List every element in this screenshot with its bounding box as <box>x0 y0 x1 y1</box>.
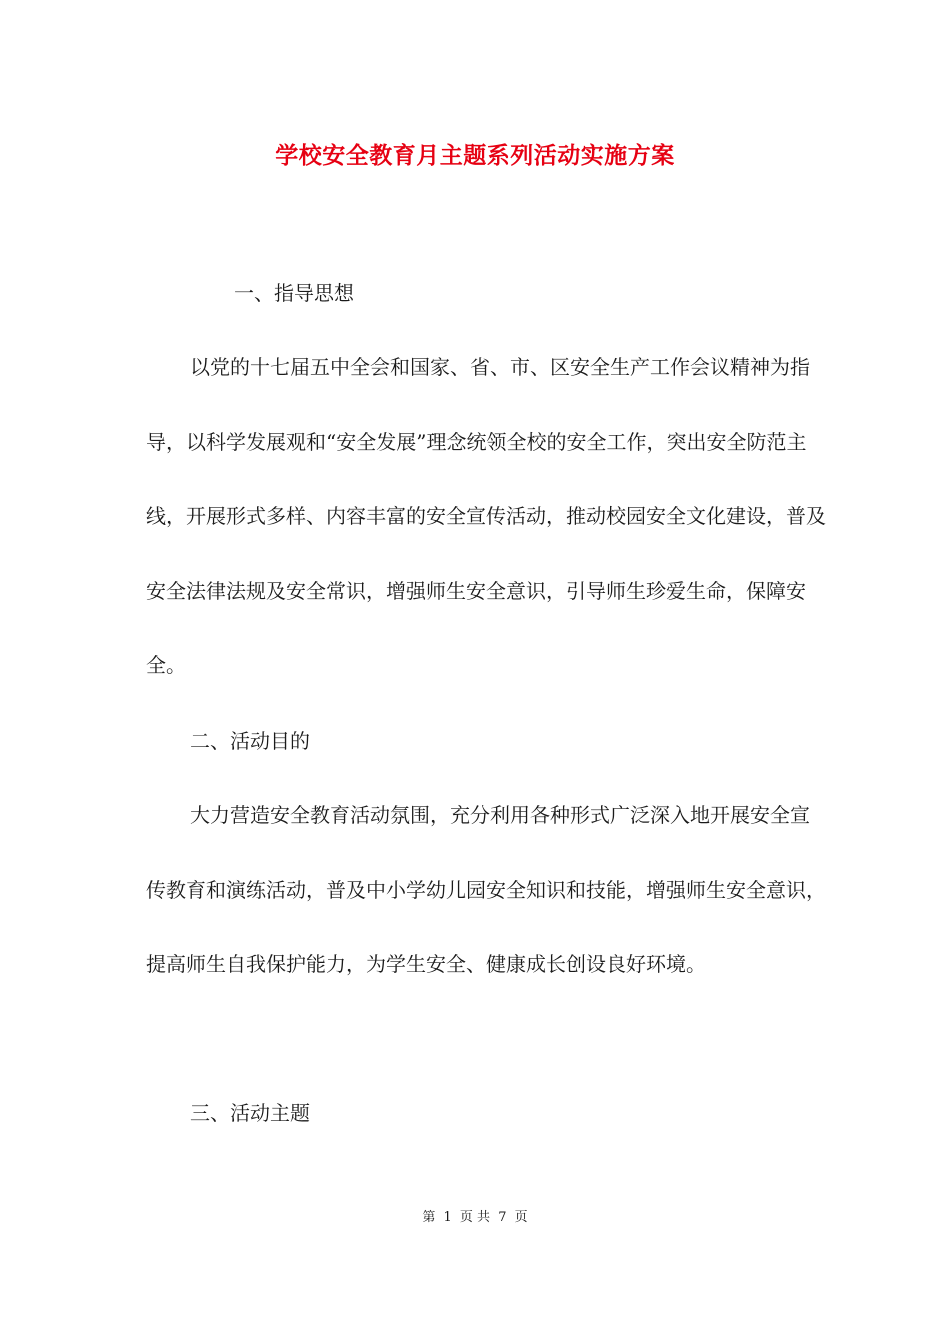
footer-total-pages: 7 <box>498 1210 507 1225</box>
page-footer <box>0 1208 950 1228</box>
section-heading-guiding-ideology: 一、指导思想 <box>234 281 354 305</box>
footer-prefix: 第 <box>422 1210 436 1225</box>
footer-suffix: 页 <box>514 1210 528 1225</box>
footer-current-page: 1 <box>443 1210 452 1225</box>
section-paragraph-guiding-ideology: 以党的十七届五中全会和国家、省、市、区安全生产工作会议精神为指导，以科学发展观和“安全发展”理念统领全校的安全工作，突出安全防范主线，开展形式多样、内容丰富的安全宣传活动，推动校园安全文化建设，普及安全法律法规及安全常识，增强师生安全意识，引导师生珍爱生命，保障安全。 <box>146 355 826 677</box>
footer-middle: 页 共 <box>459 1210 491 1225</box>
section-heading-activity-theme: 三、活动主题 <box>190 1101 310 1125</box>
section-paragraph-activity-purpose: 大力营造安全教育活动氛围，充分利用各种形式广泛深入地开展安全宣传教育和演练活动，普及中小学幼儿园安全知识和技能，增强师生安全意识，提高师生自我保护能力，为学生安全、健康成长创设良好环境。 <box>146 803 826 976</box>
section-heading-activity-purpose: 二、活动目的 <box>190 729 310 753</box>
document-title: 学校安全教育月主题系列活动实施方案 <box>275 142 675 169</box>
